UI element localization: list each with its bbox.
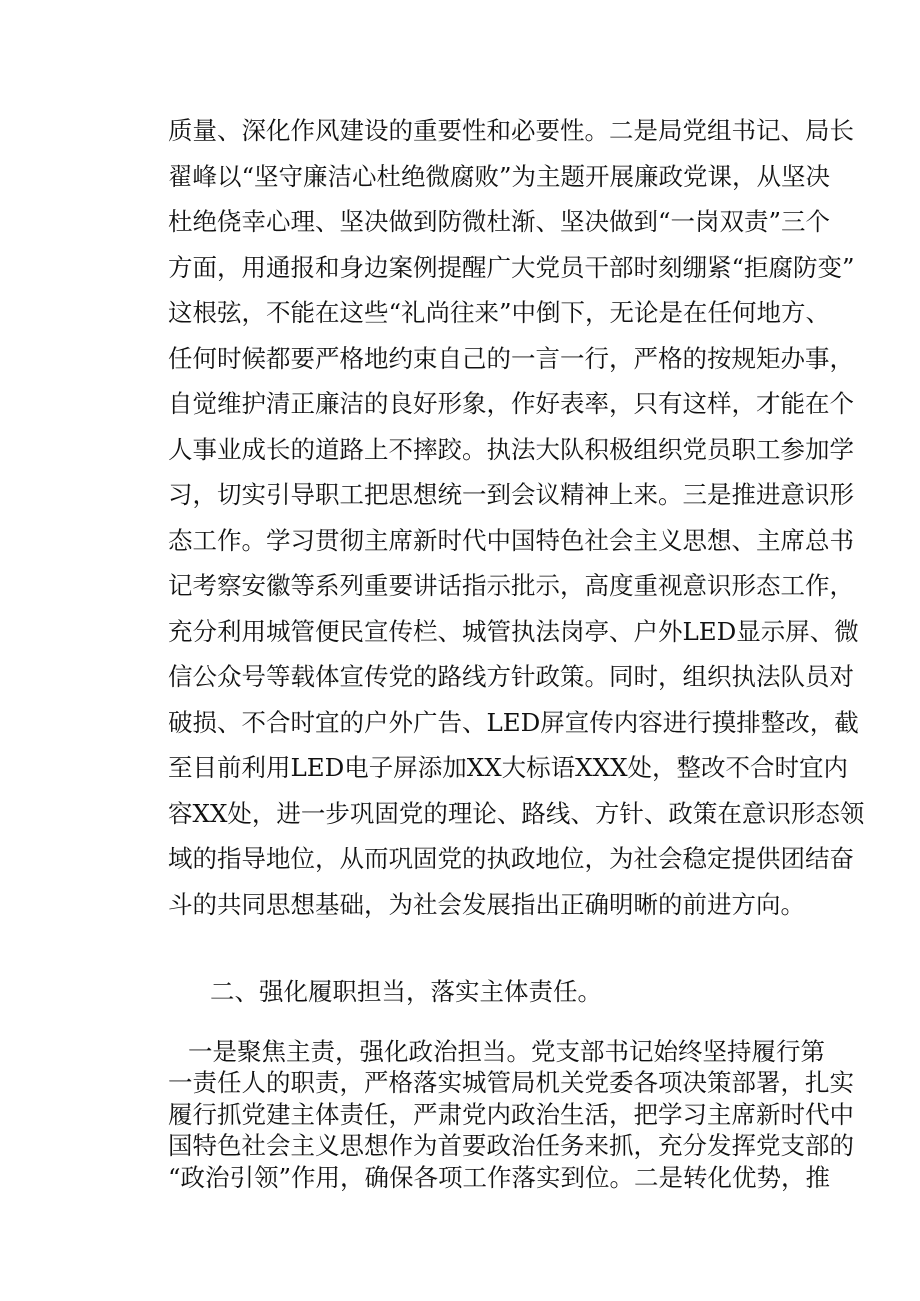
text-line: 自觉维护清正廉洁的良好形象，作好表率，只有这样，才能在个 xyxy=(168,389,854,418)
text-line: 一责任人的职责，严格落实城管局机关党委各项决策部署，扎实 xyxy=(168,1068,854,1098)
text-line: 方面，用通报和身边案例提醒广大党员干部时刻绷紧“拒腐防变” xyxy=(168,252,855,282)
text-line: 杜绝侥幸心理、坚决做到防微杜渐、坚决做到“一岗双责”三个 xyxy=(168,207,831,236)
text-line: 记考察安徽等系列重要讲话指示批示，高度重视意识形态工作， xyxy=(168,571,854,600)
text-line: 态工作。学习贯彻主席新时代中国特色社会主义思想、主席总书 xyxy=(168,525,854,555)
text-line: “政治引领”作用，确保各项工作落实到位。二是转化优势，推 xyxy=(168,1162,831,1192)
text-line: 破损、不合时宜的户外广告、LED屏宣传内容进行摸排整改，截 xyxy=(168,707,859,737)
text-line: 质量、深化作风建设的重要性和必要性。二是局党组书记、局长 xyxy=(168,116,854,145)
text-line: 翟峰以“坚守廉洁心杜绝微腐败”为主题开展廉政党课，从坚决 xyxy=(168,161,831,191)
paragraph-ideological-work xyxy=(168,108,865,927)
text-line: 这根弦，不能在这些“礼尚往来”中倒下，无论是在任何地方、 xyxy=(168,298,831,327)
text-line: 一是聚焦主责，强化政治担当。党支部书记始终坚持履行第 xyxy=(188,1037,825,1066)
text-line: 域的指导地位，从而巩固党的执政地位，为社会稳定提供团结奋 xyxy=(168,844,854,873)
section-heading: 二、强化履职担当，落实主体责任。 xyxy=(210,977,602,1006)
text-line: 充分利用城管便民宣传栏、城管执法岗亭、户外LED显示屏、微 xyxy=(168,616,859,646)
text-line: 人事业成长的道路上不摔跤。执法大队积极组织党员职工参加学 xyxy=(168,434,854,464)
text-line: 习，切实引导职工把思想统一到会议精神上来。三是推进意识形 xyxy=(168,480,854,509)
text-line: 至目前利用LED电子屏添加XX大标语XXX处，整改不合时宜内 xyxy=(168,753,849,782)
paragraph-responsibility xyxy=(168,1036,854,1193)
text-line: 容XX处，进一步巩固党的理论、路线、方针、政策在意识形态领 xyxy=(168,798,865,828)
text-line: 任何时候都要严格地约束自己的一言一行，严格的按规矩办事， xyxy=(168,343,854,373)
text-line: 履行抓党建主体责任，严肃党内政治生活，把学习主席新时代中 xyxy=(168,1099,854,1129)
text-line: 信公众号等载体宣传党的路线方针政策。同时，组织执法队员对 xyxy=(168,662,854,691)
text-line: 国特色社会主义思想作为首要政治任务来抓，充分发挥党支部的 xyxy=(168,1131,854,1161)
text-line: 斗的共同思想基础，为社会发展指出正确明晰的前进方向。 xyxy=(168,889,805,919)
